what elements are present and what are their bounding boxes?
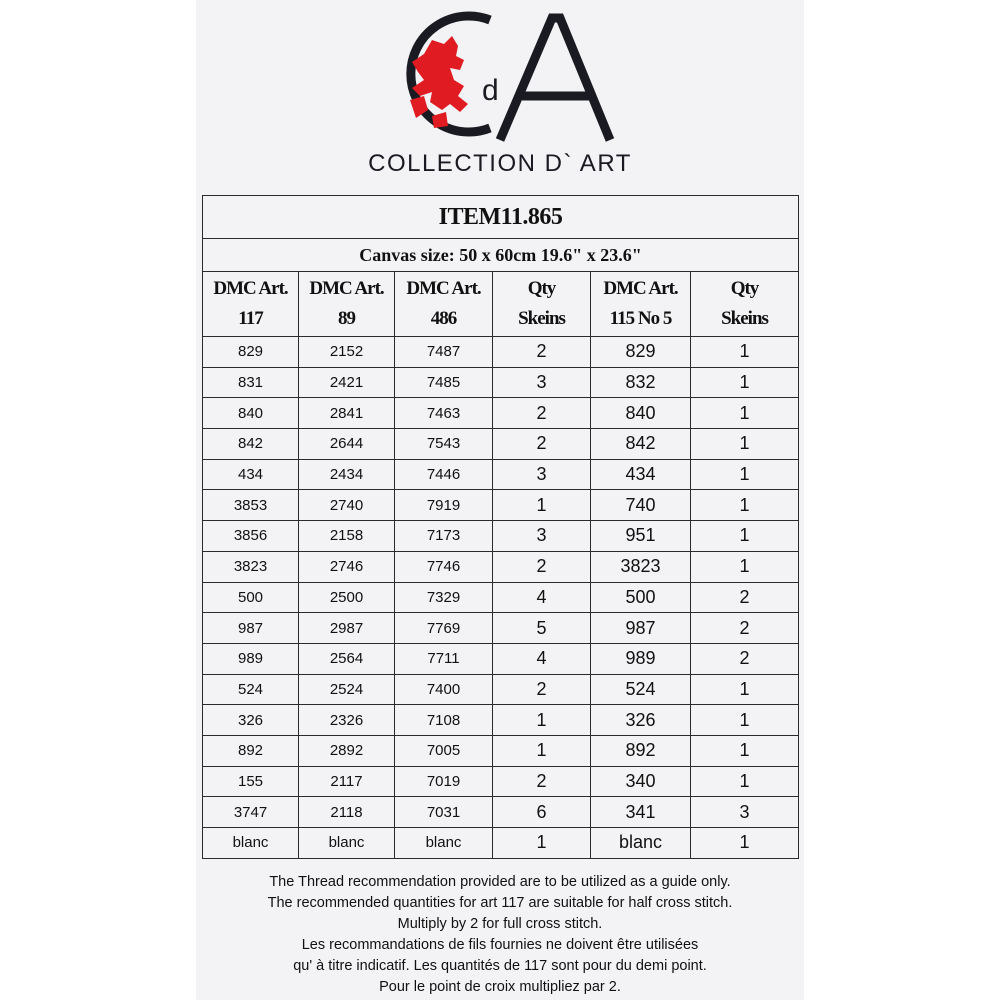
- table-cell: 7769: [395, 613, 493, 644]
- column-header: [691, 272, 799, 337]
- table-cell: blanc: [203, 828, 299, 859]
- table-cell: 7005: [395, 735, 493, 766]
- table-cell: 326: [203, 705, 299, 736]
- table-cell: 740: [591, 490, 691, 521]
- column-header-line: Qty: [527, 278, 556, 299]
- table-cell: 7711: [395, 643, 493, 674]
- table-cell: 832: [591, 367, 691, 398]
- table-cell: 2: [493, 551, 591, 582]
- table-cell: 2421: [299, 367, 395, 398]
- table-cell: 2644: [299, 429, 395, 460]
- table-row: [203, 429, 799, 460]
- table-cell: 326: [591, 705, 691, 736]
- item-number: ITEM11.865: [203, 196, 799, 239]
- table-cell: 6: [493, 797, 591, 828]
- column-header-line: DMC Art.: [213, 278, 288, 299]
- table-cell: 340: [591, 766, 691, 797]
- table-cell: 1: [493, 735, 591, 766]
- column-header-line: 486: [430, 308, 457, 329]
- table-cell: 7919: [395, 490, 493, 521]
- table-cell: 1: [691, 766, 799, 797]
- table-cell: 7031: [395, 797, 493, 828]
- column-header-line: 115 No 5: [609, 308, 672, 329]
- table-row: [203, 367, 799, 398]
- table-cell: blanc: [395, 828, 493, 859]
- table-cell: 3747: [203, 797, 299, 828]
- table-cell: 1: [493, 705, 591, 736]
- column-header-line: 89: [338, 308, 355, 329]
- note-line: The recommended quantities for art 117 are suitable for half cross stitch.: [267, 895, 733, 911]
- table-row: [203, 459, 799, 490]
- cda-logo: [372, 0, 632, 150]
- instruction-sheet: [196, 0, 804, 1000]
- table-cell: 3: [691, 797, 799, 828]
- table-cell: 2: [691, 643, 799, 674]
- table-cell: 892: [591, 735, 691, 766]
- table-cell: 2987: [299, 613, 395, 644]
- table-cell: 3823: [591, 551, 691, 582]
- table-cell: blanc: [591, 828, 691, 859]
- table-cell: 1: [493, 490, 591, 521]
- table-cell: 4: [493, 582, 591, 613]
- table-cell: 341: [591, 797, 691, 828]
- table-row: [203, 766, 799, 797]
- thread-notes: [196, 872, 804, 998]
- canvas-size: Canvas size: 50 x 60cm 19.6" x 23.6": [203, 239, 799, 272]
- table-cell: 7746: [395, 551, 493, 582]
- table-cell: 989: [203, 643, 299, 674]
- note-line: Pour le point de croix multipliez par 2.: [379, 979, 621, 995]
- table-cell: 500: [203, 582, 299, 613]
- note-line: Multiply by 2 for full cross stitch.: [397, 916, 603, 932]
- table-row: [203, 797, 799, 828]
- table-cell: 987: [591, 613, 691, 644]
- table-cell: 1: [691, 459, 799, 490]
- table-cell: 2118: [299, 797, 395, 828]
- table-cell: 987: [203, 613, 299, 644]
- table-cell: 1: [691, 674, 799, 705]
- column-header: [591, 272, 691, 337]
- table-cell: 989: [591, 643, 691, 674]
- table-cell: 2524: [299, 674, 395, 705]
- column-header: [395, 272, 493, 337]
- table-row: [203, 674, 799, 705]
- column-header-line: 117: [238, 308, 263, 329]
- table-row: [203, 337, 799, 368]
- table-cell: 2: [493, 398, 591, 429]
- column-header-line: Qty: [730, 278, 759, 299]
- table-cell: 2500: [299, 582, 395, 613]
- table-cell: 2117: [299, 766, 395, 797]
- table-cell: 842: [591, 429, 691, 460]
- table-row: [203, 521, 799, 552]
- table-cell: 7463: [395, 398, 493, 429]
- thread-table: [202, 195, 799, 859]
- table-cell: 1: [691, 705, 799, 736]
- table-cell: 7329: [395, 582, 493, 613]
- brand-name: COLLECTION D` ART: [368, 150, 632, 177]
- table-cell: 7543: [395, 429, 493, 460]
- table-cell: 155: [203, 766, 299, 797]
- column-header-line: Skeins: [518, 308, 565, 329]
- table-cell: 3856: [203, 521, 299, 552]
- table-cell: 2: [691, 582, 799, 613]
- table-cell: 7485: [395, 367, 493, 398]
- table-cell: 2746: [299, 551, 395, 582]
- note-line: The Thread recommendation provided are to be utilized as a guide only.: [269, 874, 731, 890]
- column-header-line: DMC Art.: [406, 278, 481, 299]
- table-cell: 2158: [299, 521, 395, 552]
- table-cell: 3: [493, 521, 591, 552]
- table-cell: 2152: [299, 337, 395, 368]
- table-cell: 7487: [395, 337, 493, 368]
- table-cell: 840: [203, 398, 299, 429]
- column-header-line: DMC Art.: [309, 278, 384, 299]
- table-cell: 4: [493, 643, 591, 674]
- table-cell: 1: [691, 521, 799, 552]
- table-cell: 2434: [299, 459, 395, 490]
- table-cell: 2326: [299, 705, 395, 736]
- table-cell: 1: [691, 490, 799, 521]
- table-cell: 2: [493, 337, 591, 368]
- table-cell: 7019: [395, 766, 493, 797]
- table-cell: 1: [691, 398, 799, 429]
- table-cell: 1: [691, 367, 799, 398]
- table-cell: 3823: [203, 551, 299, 582]
- table-cell: 1: [691, 735, 799, 766]
- table-cell: 840: [591, 398, 691, 429]
- table-row: [203, 828, 799, 859]
- table-cell: 524: [591, 674, 691, 705]
- header-row: [203, 272, 799, 337]
- table-cell: 2: [493, 674, 591, 705]
- logo-letter-d: d: [482, 74, 499, 107]
- table-cell: blanc: [299, 828, 395, 859]
- table-cell: 1: [691, 337, 799, 368]
- column-header-line: DMC Art.: [603, 278, 678, 299]
- table-cell: 829: [591, 337, 691, 368]
- table-cell: 524: [203, 674, 299, 705]
- table-cell: 831: [203, 367, 299, 398]
- table-cell: 842: [203, 429, 299, 460]
- table-cell: 3: [493, 459, 591, 490]
- table-cell: 3853: [203, 490, 299, 521]
- table-cell: 7173: [395, 521, 493, 552]
- table-cell: 2740: [299, 490, 395, 521]
- table-cell: 7108: [395, 705, 493, 736]
- column-header: [493, 272, 591, 337]
- table-cell: 2: [493, 429, 591, 460]
- table-cell: 434: [203, 459, 299, 490]
- table-cell: 829: [203, 337, 299, 368]
- table-cell: 951: [591, 521, 691, 552]
- table-cell: 500: [591, 582, 691, 613]
- table-cell: 1: [691, 429, 799, 460]
- table-row: [203, 582, 799, 613]
- table-row: [203, 705, 799, 736]
- table-row: [203, 551, 799, 582]
- note-line: Les recommandations de fils fournies ne doivent être utilisées: [301, 937, 699, 953]
- column-header-line: Skeins: [721, 308, 768, 329]
- table-row: [203, 398, 799, 429]
- table-cell: 1: [691, 551, 799, 582]
- table-cell: 5: [493, 613, 591, 644]
- table-cell: 2841: [299, 398, 395, 429]
- table-cell: 7400: [395, 674, 493, 705]
- table-cell: 1: [691, 828, 799, 859]
- table-cell: 2: [493, 766, 591, 797]
- table-cell: 2892: [299, 735, 395, 766]
- column-header: [203, 272, 299, 337]
- table-cell: 2: [691, 613, 799, 644]
- table-cell: 7446: [395, 459, 493, 490]
- table-cell: 434: [591, 459, 691, 490]
- table-cell: 892: [203, 735, 299, 766]
- table-row: [203, 613, 799, 644]
- table-row: [203, 490, 799, 521]
- table-cell: 3: [493, 367, 591, 398]
- table-row: [203, 735, 799, 766]
- table-row: [203, 643, 799, 674]
- column-header: [299, 272, 395, 337]
- table-cell: 1: [493, 828, 591, 859]
- table-cell: 2564: [299, 643, 395, 674]
- logo-letter-a: [500, 18, 610, 140]
- note-line: qu' à titre indicatif. Les quantités de 117 sont pour du demi point.: [293, 958, 707, 974]
